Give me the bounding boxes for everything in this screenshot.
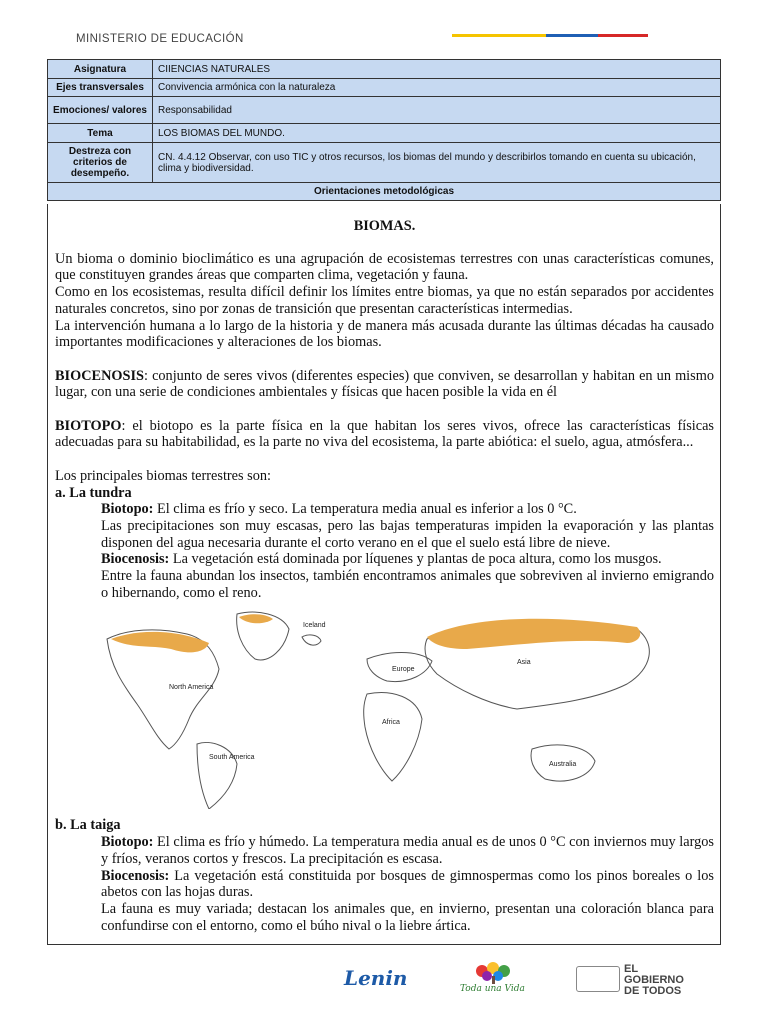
biocenosis-definition [55, 368, 714, 401]
footer-logos [0, 960, 768, 1000]
tundra-zones [111, 615, 640, 653]
flag-stripe-blue [546, 34, 598, 37]
intro-paragraph: Un bioma o dominio bioclimático es una agrupación de ecosistemas terrestres con unas características comunes, que constituyen grandes áreas que comparten clima, vegetación y fauna. [55, 250, 714, 284]
gobierno-text: EL [624, 963, 639, 975]
intro-paragraph: La intervención humana a lo largo de la historia y de manera más acusada durante las últimas décadas ha causado importantes modificaciones y alteraciones de los biomas. [55, 317, 714, 351]
tundra-world-map [97, 609, 717, 809]
map-label: South America [209, 754, 255, 762]
table-row [48, 79, 721, 97]
taiga-fauna: La fauna es muy variada; destacan los animales que, en invierno, presentan una coloración blanca para confundirse con el entorno, como el búho nival o la liebre ártica. [101, 900, 714, 934]
row-label: Tema [48, 124, 153, 143]
ecuador-seal-icon [576, 966, 620, 992]
row-value: Responsabilidad [153, 97, 721, 124]
taiga-biotopo: Biotopo: El clima es frío y húmedo. La temperatura media anual es de unos 0 °C con inviernos muy largos y fríos, veranos cortos y frescos. La precipitación es escasa. [101, 834, 714, 867]
toda-una-vida-text: Toda una Vida [460, 984, 525, 994]
definition: : conjunto de seres vivos (diferentes especies) que conviven, se desarrollan y habitan en un mismo lugar, con una serie de condiciones ambientales y físicas que hacen posible la vida en él [55, 367, 714, 401]
map-label: Asia [517, 659, 531, 667]
map-label: Australia [549, 761, 577, 769]
section-heading: a. La tundra [55, 484, 132, 501]
row-value: LOS BIOMAS DEL MUNDO. [153, 124, 721, 143]
table-row [48, 124, 721, 143]
section-header: Orientaciones metodológicas [48, 183, 721, 201]
map-label: Europe [392, 666, 415, 674]
table-row [48, 60, 721, 79]
tree-icon [460, 962, 530, 984]
list-intro: Los principales biomas terrestres son: [55, 467, 271, 484]
row-label: Ejes transversales [48, 79, 153, 97]
term: BIOCENOSIS [55, 367, 144, 384]
content-box [47, 204, 721, 945]
row-value: CIIENCIAS NATURALES [153, 60, 721, 79]
map-label: North America [169, 684, 214, 692]
flag-stripe-red [598, 34, 648, 37]
row-label: Asignatura [48, 60, 153, 79]
intro-paragraph: Como en los ecosistemas, resulta difícil definir los límites entre biomas, ya que no están separados por accidentes naturales concretos, sino por zonas de transición que presentan características intermedias. [55, 284, 714, 317]
toda-una-vida-logo [460, 962, 550, 998]
biotopo-definition [55, 418, 714, 451]
taiga-biocenosis: Biocenosis: La vegetación está constituida por bosques de gimnospermas como los pinos boreales o los abetos con las hojas duras. [101, 867, 714, 901]
lenin-logo: Lenin [344, 966, 408, 990]
map-label: Iceland [303, 622, 326, 630]
map-label: Africa [382, 719, 400, 727]
row-value: CN. 4.4.12 Observar, con uso TIC y otros recursos, los biomas del mundo y describirlos tomando en cuenta su ubicación, clima y biodiversidad. [153, 143, 721, 183]
ministry-header: MINISTERIO DE EDUCACIÓN [76, 33, 244, 45]
tundra-biocenosis: Biocenosis: La vegetación está dominada por líquenes y plantas de poca altura, como los musgos. [101, 551, 662, 568]
table-row [48, 183, 721, 201]
gobierno-text: DE TODOS [624, 985, 682, 997]
info-table [47, 59, 721, 201]
tundra-fauna: Entre la fauna abundan los insectos, también encontramos animales que sobreviven al invierno emigrando o hibernando, como el reno. [101, 568, 714, 601]
gobierno-text: GOBIERNO [624, 974, 684, 986]
row-label: Destreza con criterios de desempeño. [48, 143, 153, 183]
flag-stripe-yellow [452, 34, 546, 37]
page-title: BIOMAS. [353, 218, 416, 234]
table-row [48, 97, 721, 124]
tundra-precipitation: Las precipitaciones son muy escasas, pero las bajas temperaturas impiden la evaporación y las plantas disponen del agua necesaria durante el corto verano en el que el suelo está libre de nieve. [101, 517, 714, 551]
table-row [48, 143, 721, 183]
row-value: Convivencia armónica con la naturaleza [153, 79, 721, 97]
definition: : el biotopo es la parte física en la que habitan los seres vivos, ofrece las características físicas adecuadas para su habitabilidad, es la parte no viva del ecosistema, la parte abiótica: el suelo, agua, atmósfera... [55, 417, 714, 451]
term: BIOTOPO [55, 417, 122, 434]
section-heading: b. La taiga [55, 817, 121, 834]
tundra-biotopo: Biotopo: El clima es frío y seco. La temperatura media anual es inferior a los 0 °C. [101, 501, 577, 518]
row-label: Emociones/ valores [48, 97, 153, 124]
